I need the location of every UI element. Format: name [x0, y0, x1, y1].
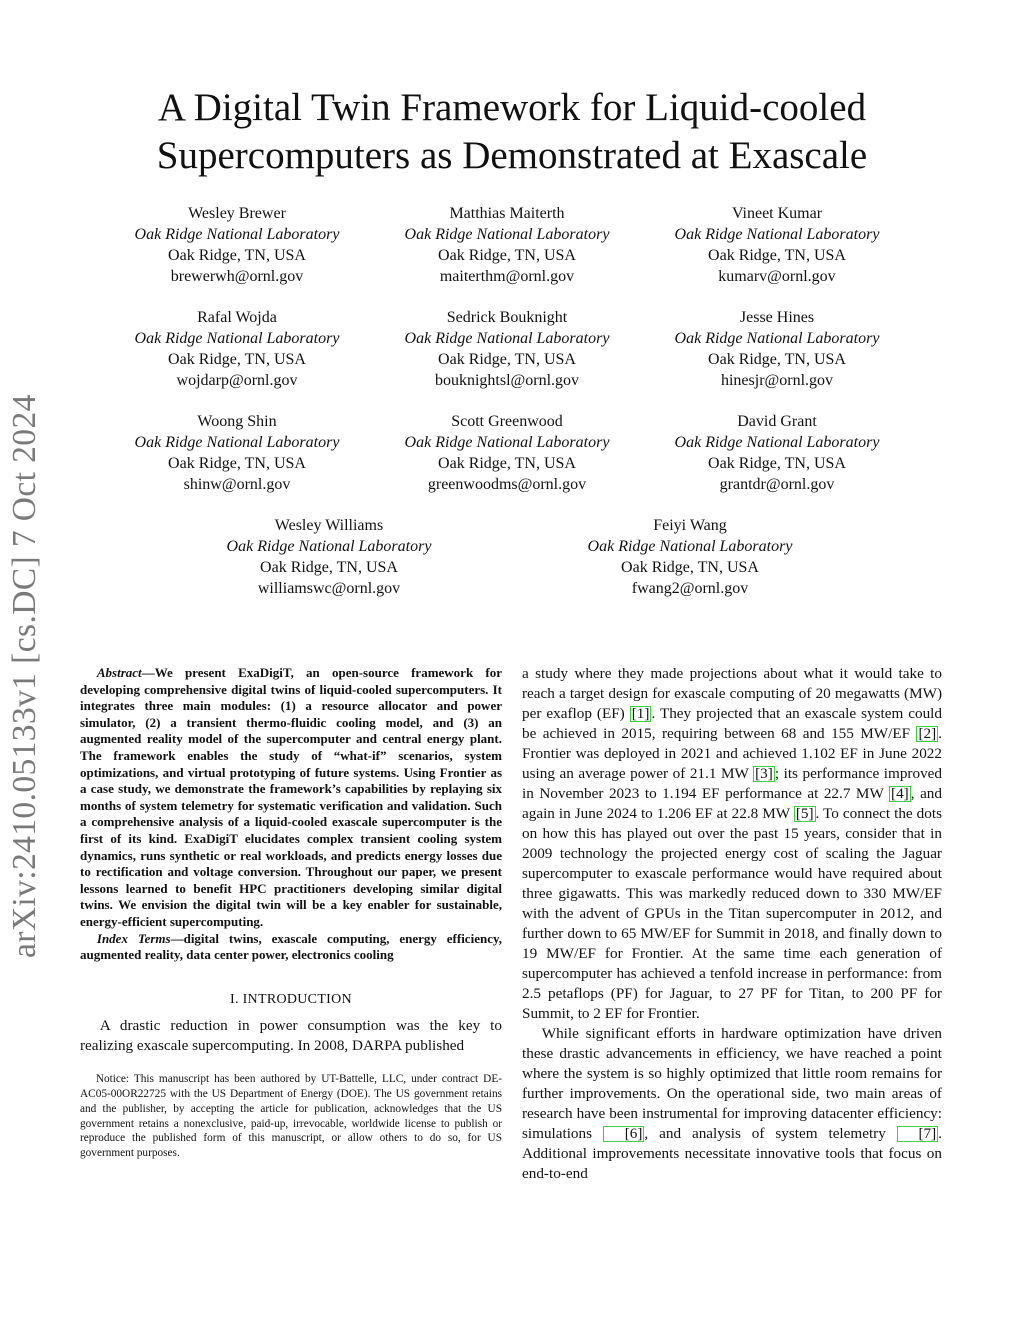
author-email[interactable]: brewerwh@ornl.gov [170, 268, 304, 285]
text-run: While significant efforts in hardware optimization have driven these drastic advancements in efficiency, we have reached a point where the system is so highly optimized that little room remains for further improvements. On the operational side, two main areas of research have been instrumental for improving datacenter efficiency: simulations [522, 1025, 942, 1142]
text-run: ; its performance improved in November 2023 to 1.194 EF performance at 22.7 MW [522, 765, 943, 802]
citation-link-7[interactable]: [7] [897, 1126, 938, 1142]
abstract [80, 665, 502, 931]
text-run: . They projected that an exascale system could be achieved in 2015, requiring between 68 and 155 MW/EF [522, 705, 942, 742]
author-name: Sedrick Bouknight [446, 309, 568, 326]
author-name: Wesley Brewer [188, 205, 286, 222]
author-name: Matthias Maiterth [449, 205, 565, 222]
author-card [377, 203, 637, 287]
author-card [377, 307, 637, 391]
title-line-1: A Digital Twin Framework for Liquid-cooled [157, 86, 867, 129]
author-email[interactable]: shinw@ornl.gov [183, 476, 291, 493]
text-run: . Frontier was deployed in 2021 and achieved 1.102 EF in June 2022 using an average power of 21.1 MW [522, 725, 942, 782]
author-location: Oak Ridge, TN, USA [621, 559, 759, 576]
abstract-label: Abstract [96, 665, 142, 680]
citation-link-1[interactable]: [1] [631, 705, 650, 722]
author-location: Oak Ridge, TN, USA [708, 455, 846, 472]
author-location: Oak Ridge, TN, USA [438, 455, 576, 472]
author-affiliation: Oak Ridge National Laboratory [226, 538, 432, 555]
author-card [377, 411, 637, 495]
intro-paragraph: A drastic reduction in power consumption was the key to realizing exascale supercomputing. In 2008, DARPA published [80, 1017, 502, 1055]
author-location: Oak Ridge, TN, USA [260, 559, 398, 576]
author-email[interactable]: maiterthm@ornl.gov [439, 268, 575, 285]
author-name: Feiyi Wang [653, 517, 727, 534]
citation-link-2[interactable]: [2] [918, 725, 937, 742]
left-column [80, 665, 502, 1161]
citation-link-3[interactable]: [3] [755, 765, 773, 782]
title-line-2: Supercomputers as Demonstrated at Exascale [156, 134, 868, 177]
author-location: Oak Ridge, TN, USA [708, 247, 846, 264]
section-heading-introduction: I. INTRODUCTION [230, 991, 352, 1007]
author-email[interactable]: grantdr@ornl.gov [719, 476, 835, 493]
index-terms-text: —digital twins, exascale computing, energy efficiency, augmented reality, data center power, electronics cooling [80, 930, 502, 963]
copyright-notice: Notice: This manuscript has been authored by UT-Battelle, LLC, under contract DE-AC05-00OR22725 with the US Department of Energy (DOE). The US government retains and the publisher, by accepting the article for publication, acknowledges that the US government retains a nonexclusive, paid-up, irrevocable, worldwide license to publish or reproduce the published form of this manuscript, or allow others to do so, for US government purposes. [80, 1073, 502, 1160]
paragraph-1 [522, 664, 942, 1024]
citation-link-6[interactable]: [6] [603, 1126, 644, 1142]
author-email[interactable]: fwang2@ornl.gov [631, 580, 749, 597]
author-affiliation: Oak Ridge National Laboratory [674, 330, 880, 347]
author-card [107, 203, 367, 287]
text-run: , and again in June 2024 to 1.206 EF at 22.8 MW [522, 785, 942, 822]
author-card [647, 307, 907, 391]
author-card [647, 203, 907, 287]
citation-link-4[interactable]: [4] [891, 785, 909, 802]
abstract-text: —We present ExaDigiT, an open-source framework for developing comprehensive digital twins of liquid-cooled supercomputers. It integrates three main modules: (1) a resource allocator and power simulator, (2) a transient thermo-fluidic cooling model, and (3) an augmented reality model of the supercomputer and central energy plant. The framework enables the study of “what-if” scenarios, system optimizations, and virtual prototyping of future systems. Using Frontier as a case study, we demonstrate the framework’s capabilities by replaying six months of system telemetry for systematic verification and validation. Such a comprehensive analysis of a liquid-cooled exascale supercomputer is the first of its kind. ExaDigiT elucidates complex transient cooling system dynamics, runs synthetic or real workloads, and predicts energy losses due to rectification and voltage conversion. Throughout our paper, we present lessons learned to benefit HPC practitioners developing similar digital twins. We envision the digital twin will be a key enabler for sustainable, energy-efficient supercomputing. [80, 665, 502, 929]
author-name: Jesse Hines [739, 309, 815, 326]
author-affiliation: Oak Ridge National Laboratory [134, 330, 340, 347]
author-name: David Grant [737, 413, 817, 430]
author-email[interactable]: hinesjr@ornl.gov [720, 372, 834, 389]
author-name: Scott Greenwood [451, 413, 563, 430]
citation-link-5[interactable]: [5] [795, 805, 814, 822]
author-affiliation: Oak Ridge National Laboratory [404, 434, 610, 451]
author-card [560, 515, 820, 599]
author-email[interactable]: bouknightsl@ornl.gov [434, 372, 580, 389]
author-name: Wesley Williams [274, 517, 384, 534]
author-affiliation: Oak Ridge National Laboratory [674, 434, 880, 451]
author-location: Oak Ridge, TN, USA [438, 351, 576, 368]
author-name: Rafal Wojda [197, 309, 277, 326]
author-name: Vineet Kumar [731, 205, 823, 222]
author-card [199, 515, 459, 599]
author-location: Oak Ridge, TN, USA [168, 455, 306, 472]
author-card [107, 411, 367, 495]
author-affiliation: Oak Ridge National Laboratory [134, 226, 340, 243]
author-location: Oak Ridge, TN, USA [168, 247, 306, 264]
author-location: Oak Ridge, TN, USA [708, 351, 846, 368]
author-affiliation: Oak Ridge National Laboratory [674, 226, 880, 243]
author-location: Oak Ridge, TN, USA [168, 351, 306, 368]
text-run: a study where they made projections about what it would take to reach a target design for exascale computing of 20 megawatts (MW) per exaflop (EF) [522, 665, 942, 722]
text-run: . Additional improvements necessitate innovative tools that focus on end-to-end [522, 1125, 942, 1182]
right-column [522, 664, 942, 1184]
text-run: . To connect the dots on how this has played out over the past 15 years, consider that in 2009 technology the projected energy cost of scaling the Jaguar supercomputer to exascale performance would have required about three gigawatts. This was markedly reduced down to 330 MW/EF with the advent of GPUs in the Titan supercomputer in 2012, and further down to 65 MW/EF for Summit in 2018, and finally down to 19 MW/EF for Frontier. At the same time each generation of supercomputer has achieved a tenfold increase in performance: from 2.5 petaflops (PF) for Jaguar, to 27 PF for Titan, to 200 PF for Summit, to 2 EF for Frontier. [522, 805, 942, 1022]
text-run: , and analysis of system telemetry [644, 1125, 897, 1142]
author-email[interactable]: greenwoodms@ornl.gov [427, 476, 587, 493]
paragraph-2 [522, 1024, 942, 1184]
arxiv-identifier: arXiv:2410.05133v1 [cs.DC] 7 Oct 2024 [6, 394, 43, 958]
paper-title [0, 84, 1024, 180]
index-terms [80, 931, 502, 964]
author-email[interactable]: wojdarp@ornl.gov [176, 372, 298, 389]
author-email[interactable]: williamswc@ornl.gov [257, 580, 401, 597]
author-affiliation: Oak Ridge National Laboratory [404, 226, 610, 243]
author-affiliation: Oak Ridge National Laboratory [134, 434, 340, 451]
author-email[interactable]: kumarv@ornl.gov [718, 268, 836, 285]
author-name: Woong Shin [197, 413, 277, 430]
author-affiliation: Oak Ridge National Laboratory [404, 330, 610, 347]
index-terms-label: Index Terms [96, 930, 171, 946]
author-affiliation: Oak Ridge National Laboratory [587, 538, 793, 555]
author-card [107, 307, 367, 391]
author-location: Oak Ridge, TN, USA [438, 247, 576, 264]
author-card [647, 411, 907, 495]
